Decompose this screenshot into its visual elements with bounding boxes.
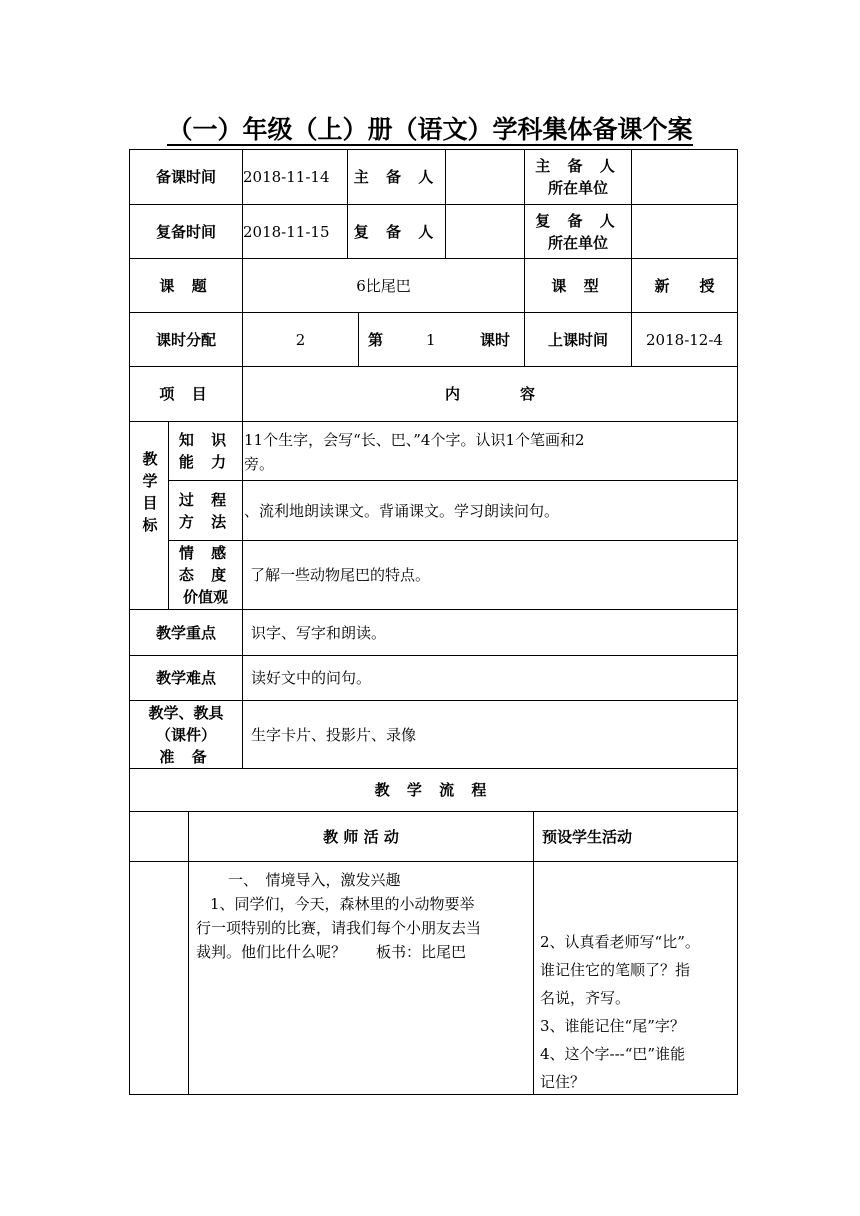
prep-time-value: 2018-11-14 [243,168,330,186]
content-header: 内 容 [444,385,535,403]
emotion-attitude-label: 情 感 态 度 价值观 [178,544,233,606]
hours-value: 2 [295,330,306,349]
teaching-flow-title: 教 学 流 程 [374,781,493,799]
lesson-prefix: 第 [368,330,384,349]
hours-label: 课时分配 [155,330,216,349]
reviewer-unit-value [632,205,737,258]
student-activity-header: 预设学生活动 [542,827,633,846]
item-label: 项 目 [159,385,213,403]
tools-label: 教学、教具 （课件） 准 备 [148,703,224,766]
key-point-label: 教学重点 [155,623,216,642]
main-preparer-value [446,150,524,204]
tools-text: 生字卡片、投影片、录像 [251,725,417,744]
teacher-activity-header: 教 师 活 动 [323,827,399,846]
teacher-activity-text: 一、 情境导入，激发兴趣 1、同学们，今天，森林里的小动物要举 行一项特别的比赛，请我们每个小朋友去当 裁判。他们比什么呢？ 板书：比尾巴 [196,868,532,964]
review-time-label: 复备时间 [155,222,216,241]
key-point-text: 识字、写字和朗读。 [251,623,387,642]
difficulty-text: 读好文中的问句。 [251,669,372,687]
reviewer-unit-label: 复 备 人 所在单位 [535,211,621,252]
lesson-suffix: 课时 [480,330,511,349]
main-preparer-unit-label: 主 备 人 所在单位 [535,157,621,197]
class-time-value: 2018-12-4 [646,330,723,349]
teaching-goals-label: 教 学 目 标 [142,450,158,534]
knowledge-goal-text: 11个生字，会写“长、巴、”4个字。认识1个笔画和2 旁。 [244,431,585,473]
topic-label: 课 题 [159,276,213,295]
student-activity-text: 2、认真看老师写“比”。 谁记住它的笔顺了？指 名说，齐写。 3、谁能记住“尾”字？ 4、这个字---“巴”谁能 记住？ [540,933,700,1091]
review-time-value: 2018-11-15 [243,222,330,241]
emotion-goal-text: 了解一些动物尾巴的特点。 [250,566,431,584]
lesson-number: 1 [426,330,436,349]
lesson-type-value: 新 授 [654,276,715,295]
reviewer-label: 复 备 人 [353,222,440,241]
document-title: （一）年级（上）册（语文）学科集体备课个案 [167,115,693,144]
reviewer-value [446,205,524,258]
class-time-label: 上课时间 [547,330,608,349]
process-method-label: 过 程 方 法 [178,490,233,531]
main-preparer-unit-value [632,150,737,204]
topic-value: 6比尾巴 [356,276,411,295]
process-goal-text: 、流利地朗读课文。背诵课文。学习朗读问句。 [244,501,560,520]
lesson-type-label: 课 型 [551,276,605,295]
prep-time-label: 备课时间 [155,168,216,186]
teacher-activity-heading: 一、 情境导入，激发兴趣 [228,871,401,889]
main-preparer-label: 主 备 人 [353,168,440,186]
difficulty-label: 教学难点 [155,669,216,687]
knowledge-ability-label: 知 识 能 力 [178,431,233,471]
